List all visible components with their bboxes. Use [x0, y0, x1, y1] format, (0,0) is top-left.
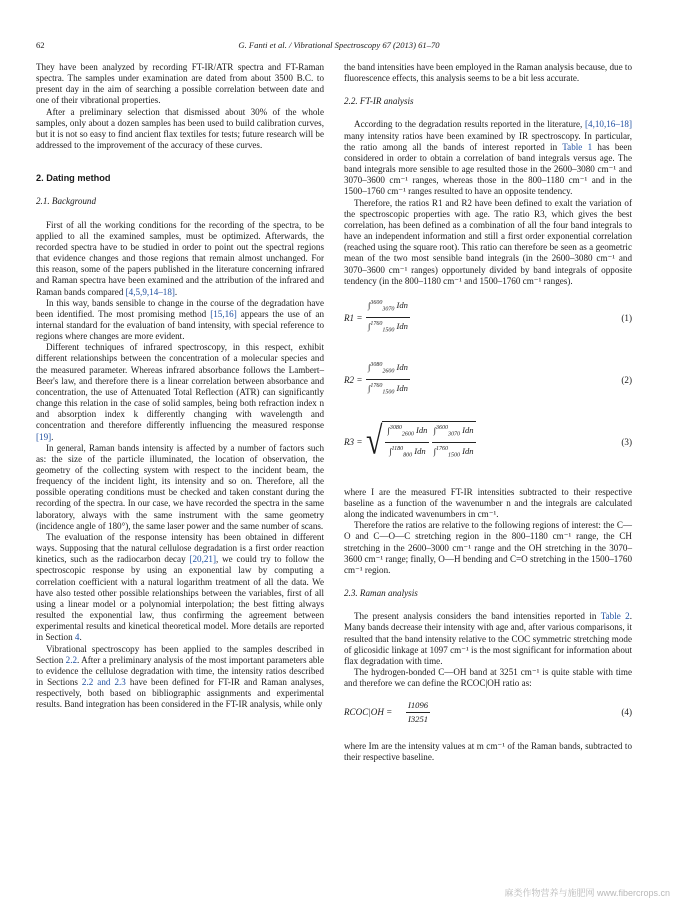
equation-lhs: RCOC|OH = — [344, 707, 393, 718]
paragraph: They have been analyzed by recording FT-IR/ATR spectra and FT-Raman spectra. The samples under examination are dated from about 3500 B.C. to present day in the aim of searching a possible correlation between date and one of their vibrational properties. — [36, 62, 324, 106]
citation-link[interactable]: [4,5,9,14–18] — [125, 286, 175, 297]
right-column — [344, 62, 632, 764]
paragraph: In general, Raman bands intensity is affected by a number of factors such as: the size of the particle illuminated, the location of observation, the geometry of the collecting system with respect to the incident beam, the frequency of the incident light, its intensity and so on. Therefore, all the possible operating conditions must be checked and taken constant during the recording of the spectra. In our case, we have recorded the spectra in the same laboratory, always with the same instrument with the same geometry (incidence angle of 180°), the same laser power and the same number of scans. — [36, 442, 324, 531]
citation-link[interactable]: [15,16] — [210, 308, 237, 319]
paragraph: the band intensities have been employed in the Raman analysis because, due to fluorescence effects, this analysis seems to be a bit less accurate. — [344, 62, 632, 84]
table-link[interactable]: Table 2 — [600, 611, 630, 622]
watermark: 麻类作物营养与施肥网 www.fibercrops.cn — [504, 888, 670, 898]
paragraph: In this way, bands sensible to change in the course of the degradation have been identified. The most promising method [15,16] appears the use of an internal standard for the evaluation of band intensity, with special reference to regions where changes are more evident. — [36, 297, 324, 342]
equation-number: (4) — [621, 707, 632, 718]
citation-link[interactable]: [19] — [36, 431, 52, 442]
equation-number: (3) — [621, 436, 632, 447]
equation-number: (1) — [621, 312, 632, 323]
equation-lhs: R1 = — [344, 312, 363, 323]
equation-3 — [344, 419, 632, 479]
equation-2 — [344, 357, 632, 411]
citation-link[interactable]: [4,10,16–18] — [585, 119, 632, 130]
section-link[interactable]: 4 — [74, 632, 80, 643]
equation-expression: √ $\frac{\int^{3080}_{2600} Idn}{\int^{1180}_{800} Idn}$ $\frac{\int^{3600}_{3070} Idn}{\int^{1760}_{1500} Idn}$ — [366, 419, 474, 463]
journal-running-title: G. Fanti et al. / Vibrational Spectroscopy 67 (2013) 61–70 — [238, 40, 440, 50]
paragraph: After a preliminary selection that dismissed about 30% of the whole samples, only about a dozen samples has been used to build calibration curves, but it is not so easy to find ancient flax textiles for tests; future research will be addressed to the improvement of the accuracy of these curves. — [36, 106, 324, 151]
equation-1 — [344, 295, 632, 349]
equation-expression: $\frac{I1096}{I3251}$ — [408, 700, 429, 725]
paragraph: The present analysis considers the band intensities reported in Table 2. Many bands decrease their intensity with age and, after various comparisons, it resulted that the band intensity relative to the COC symmetric stretching mode of glicosidic linkage at 1097 cm⁻¹ is the most significant for information about flax degradation with time. — [344, 611, 632, 666]
subsection-heading: 2.2. FT-IR analysis — [344, 96, 414, 107]
equation-number: (2) — [621, 374, 632, 385]
page-number: 62 — [36, 40, 45, 50]
paragraph: where I are the measured FT-IR intensities subtracted to their respective baseline as a function of the wavenumber n and the integrals are calculated along the indicated wavenumbers in cm⁻¹. — [344, 486, 632, 520]
page-header — [36, 40, 642, 54]
left-column — [36, 62, 324, 710]
subsection-heading: 2.3. Raman analysis — [344, 588, 418, 599]
paragraph: Different techniques of infrared spectroscopy, in this respect, exhibit different relationships between the concentration of a molecular species and the measured parameter. Whereas infrared absorbance follows the Lambert–Beer's law, and therefore there is a linear correlation between absorbance and concentration, the use of Attenuated Total Reflection (ATR) can significantly change this relation in the case of solid samples, being both refraction index n and absorption index k differently changing with wavelength and concentration and therefore differently influencing the measured response [19]. — [36, 342, 324, 442]
section-heading: 2. Dating method — [36, 173, 111, 184]
equation-expression: $\frac{\int^{3080}_{2600} Idn}{\int^{1760}_{1500} Idn}$ — [366, 359, 410, 399]
subsection-heading: 2.1. Background — [36, 196, 97, 207]
paragraph: According to the degradation results reported in the literature, [4,10,16–18] many intensity ratios have been examined by IR spectroscopy. In particular, the ratio among all the bands of interest reported in Table 1 has been considered in order to obtain a correlation of band integrals versus age. The band integrals more sensible to age resulted those in the 2600–3080 cm⁻¹ and 3070–3600 cm⁻¹ ranges, whereas those in the 800–1180 cm⁻¹ and in the 1500–1760 cm⁻¹ ranges resulted to have an opposite tendency. — [344, 119, 632, 197]
equation-4 — [344, 697, 632, 733]
equation-lhs: R3 = — [344, 436, 363, 447]
section-link[interactable]: 2.2 — [65, 654, 78, 665]
paragraph: Therefore, the ratios R1 and R2 have been defined to exalt the variation of the spectroscopic properties with age. The ratio R3, which gives the best correlation, has been defined as a combination of all the four band integrals to have an independent information and still a first order exponential correlation (reached using the square root). This ratio can therefore be seen as a geometric mean of the two most sensible band integrals (in the 2600–3080 cm⁻¹ and 3070–3600 cm⁻¹ ranges) opportunely divided by band integrals of opposite tendency (in the 800–1180 cm⁻¹ and 1500–1760 cm⁻¹ ranges). — [344, 197, 632, 286]
paragraph: Vibrational spectroscopy has been applied to the samples described in Section 2.2. After a preliminary analysis of the most important parameters able to evidence the cellulose degradation with time, the intensity ratios described in Sections 2.2 and 2.3 have been defined for FT-IR and Raman analyses, respectively, both based on bibliographic assignments and experimental results. Band integration has been considered in the FT-IR analysis, while only — [36, 643, 324, 710]
citation-link[interactable]: [20,21] — [189, 554, 216, 565]
equation-expression: $\frac{\int^{3600}_{3070} Idn}{\int^{1760}_{1500} Idn}$ — [366, 297, 410, 337]
paragraph: where Im are the intensity values at m cm⁻¹ of the Raman bands, subtracted to their respective baseline. — [344, 741, 632, 763]
section-link[interactable]: 2.2 and 2.3 — [81, 676, 126, 687]
paragraph: First of all the working conditions for the recording of the spectra, to be applied to all the examined samples, must be optimized. Afterwards, the recorded spectra have to be studied in order to point out the spectral regions that evidence changes and those regions that remain almost unchanged. For this reason, some of the papers published in the literature concerning infrared and Raman spectra have been examined and the attribution of the infrared and Raman bands compared [4,5,9,14–18]. — [36, 219, 324, 297]
equation-lhs: R2 = — [344, 374, 363, 385]
paragraph: The hydrogen-bonded C—OH band at 3251 cm⁻¹ is quite stable with time and therefore we can define the RCOC|OH ratio as: — [344, 667, 632, 689]
table-link[interactable]: Table 1 — [562, 141, 593, 152]
paragraph: Therefore the ratios are relative to the following regions of interest: the C—O and C—O—C stretching region in the 800–1180 cm⁻¹ range, the CH stretching in the 2600–3000 cm⁻¹ range and the OH stretching in the 3070–3600 cm⁻¹ range; finally, O—H bending and C=O stretching in the 1500–1760 cm⁻¹ region. — [344, 520, 632, 575]
paragraph: The evaluation of the response intensity has been obtained in different ways. Supposing that the natural cellulose degradation is a first order reaction kinetics, such as the radiocarbon decay [20,21], we could try to follow the spectroscopic response by using an exponential law by computing a correlation coefficient with a natural logarithm treatment of all the data. We have also tested other possible relationships between the variables, first of all using a linear model or a polynomial interpolation; the best fitting always resulted the exponential law, thus confirming the agreement between experimental results and kinetical theoretical model. More details are reported in Section 4. — [36, 531, 324, 643]
